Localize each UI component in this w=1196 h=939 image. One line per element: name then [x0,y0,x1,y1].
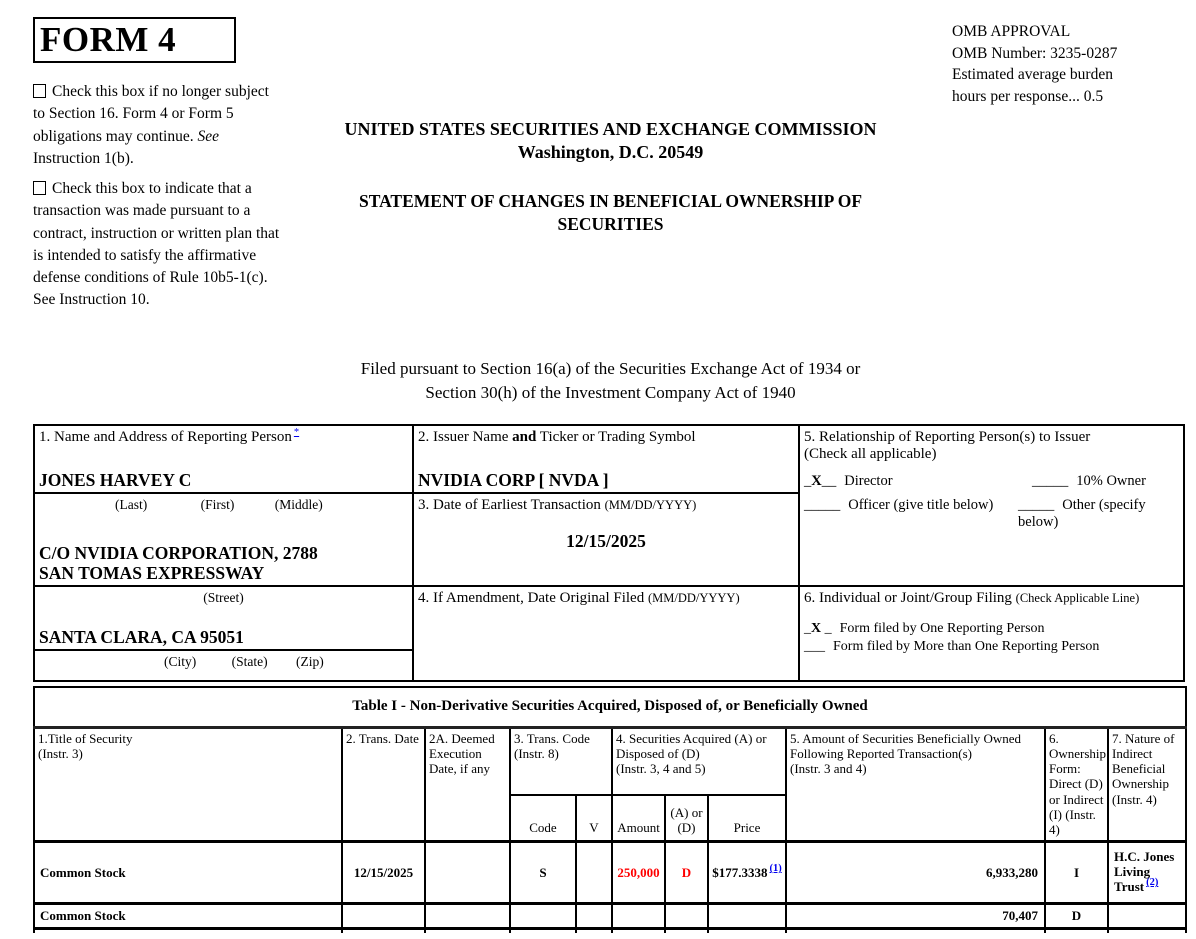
row2-shares-owned: 70,407 [786,903,1045,928]
relationship-row2 [804,497,1179,531]
filed-pursuant-line1: Filed pursuant to Section 16(a) of the Securities Exchange Act of 1934 or [360,359,861,378]
relationship-row1 [804,473,1179,490]
row2-code [510,903,576,928]
earliest-transaction-date: 12/15/2025 [566,531,646,551]
city-state-zip-labels [39,654,408,670]
row2-price [708,903,786,928]
filing-type-options [804,620,1179,655]
relationship-label-line2: (Check all applicable) [804,446,937,462]
earliest-transaction-box [414,494,798,587]
filing-one-person-mark: _X _ [804,621,832,636]
filing-type-label-small: (Check Applicable Line) [1015,591,1140,605]
director-checked-mark: _X__ [804,473,837,489]
relationship-label-line1: 5. Relationship of Reporting Person(s) to Issuer [804,429,1091,445]
filed-pursuant-line2: Section 30(h) of the Investment Company Act of 1940 [425,382,796,402]
table1-title: Table I - Non-Derivative Securities Acquired, Disposed of, or Beneficially Owned [34,687,1186,727]
header-title-of-security: 1.Title of Security (Instr. 3) [34,727,342,841]
ten-percent-owner-item[interactable] [1032,473,1146,490]
city-state-zip: SANTA CLARA, CA 95051 [39,626,244,647]
header-amount-owned: 5. Amount of Securities Beneficially Owned Following Reported Transaction(s) (Instr. 3 and 4) [786,727,1045,841]
header-trans-date: 2. Trans. Date [342,727,425,841]
row1-code: S [510,841,576,903]
row1-security-title: Common Stock [34,841,342,903]
issuer-name-ticker: NVIDIA CORP [ NVDA ] [418,469,609,490]
row2-deemed-date [425,903,510,928]
street-address [39,543,410,583]
filing-one-person-item[interactable] [804,620,1179,638]
omb-line-3: Estimated average burden [952,66,1113,83]
owner-label: 10% Owner [1076,473,1146,489]
amendment-label: 4. If Amendment, Date Original Filed [418,590,648,606]
row2-v [576,903,612,928]
label-middle: (Middle) [274,497,323,512]
footnote-2-link[interactable]: (2) [1146,877,1159,889]
issuer-column [414,426,800,680]
commission-heading [238,118,983,236]
rule10b5-text: Check this box to indicate that a transaction was made pursuant to a contract, instruction or written plan that is intended to satisfy the affirmative defense conditions of Rule 10b5-1(c). See Instruction 10. [33,180,280,309]
statement-title-line1: STATEMENT OF CHANGES IN BENEFICIAL OWNERSHIP OF [358,191,863,211]
table-row [34,841,1186,903]
header-securities-acquired-disposed: 4. Securities Acquired (A) or Disposed of (D) (Instr. 3, 4 and 5) [612,727,786,795]
subheader-amount: Amount [612,795,665,841]
officer-mark: _____ [804,497,841,513]
street-label-city-box [35,587,412,651]
row2-amount [612,903,665,928]
earliest-transaction-label: 3. Date of Earliest Transaction [418,497,605,513]
amendment-date-format: (MM/DD/YYYY) [647,591,740,605]
label-last: (Last) [115,497,148,512]
filing-type-label: 6. Individual or Joint/Group Filing [804,590,1016,606]
row1-nature-ownership: H.C. Jones Living Trust $^{(2)}$ [1108,841,1186,903]
issuer-label-post: Ticker or Trading Symbol [536,429,696,445]
row2-trans-date [342,903,425,928]
table1-non-derivative-securities [33,686,1187,933]
rule10b5-checkbox[interactable] [33,181,46,195]
reporting-person-label: 1. Name and Address of Reporting Person [39,429,292,445]
row2-security-title: Common Stock [34,903,342,928]
relationship-column [800,426,1183,680]
section16-text-after: Instruction 1(b). [33,149,134,167]
reporting-person-name: JONES HARVEY C [39,469,192,490]
filing-more-person-item[interactable] [804,638,1179,656]
row1-amount: 250,000 [612,841,665,903]
section16-checkbox[interactable] [33,84,46,98]
row1-acq-disp: D [665,841,708,903]
reporting-person-box [35,426,412,494]
earliest-transaction-date-format: (MM/DD/YYYY) [604,498,697,512]
omb-line-4: hours per response... 0.5 [952,87,1104,105]
officer-label: Officer (give title below) [848,497,994,513]
row1-price: $177.3338 $^{(1)}$ [708,841,786,903]
subheader-price: Price [708,795,786,841]
other-label: Other (specify below) [1018,497,1146,530]
row1-v [576,841,612,903]
statement-title-line2: SECURITIES [557,214,664,234]
subheader-v: V [576,795,612,841]
row1-shares-owned: 6,933,280 [786,841,1045,903]
name-labels-address-box [35,494,412,587]
header-ownership-form: 6. Ownership Form: Direct (D) or Indirect (I) (Instr. 4) [1045,727,1108,841]
issuer-label-pre: 2. Issuer Name [418,429,513,445]
other-item[interactable] [1018,497,1179,531]
relationship-box [800,426,1183,587]
label-first: (First) [200,497,235,512]
city-state-zip-labels-box [35,651,412,680]
row1-deemed-date [425,841,510,903]
director-label: Director [844,473,893,489]
subheader-a-or-d: (A) or (D) [665,795,708,841]
issuer-box [414,426,798,494]
filing-more-person-mark: ___ [804,638,825,654]
other-mark: _____ [1018,497,1055,513]
filing-more-person-label: Form filed by More than One Reporting Person [833,638,1100,654]
street-address-line1: C/O NVIDIA CORPORATION, 2788 [39,542,318,563]
form-title-box [33,17,236,63]
statement-title [238,190,983,236]
row1-ownership-form: I [1045,841,1108,903]
filing-one-person-label: Form filed by One Reporting Person [839,621,1045,636]
header-deemed-execution-date: 2A. Deemed Execution Date, if any [425,727,510,841]
reporting-info-table [33,424,1185,682]
subheader-code: Code [510,795,576,841]
omb-line-2: OMB Number: 3235-0287 [952,44,1118,62]
omb-line-1: OMB APPROVAL [952,23,1071,40]
table-row-partial [34,928,1186,933]
amendment-box [414,587,798,680]
label-street: (Street) [203,590,244,605]
row2-nature-ownership [1108,903,1186,928]
officer-item[interactable] [804,497,1018,531]
header-trans-code: 3. Trans. Code (Instr. 8) [510,727,612,795]
label-state: (State) [231,654,268,669]
footnote-1-link[interactable]: (1) [769,863,782,875]
label-zip: (Zip) [296,654,324,669]
filing-type-box [800,587,1183,680]
section16-text: Check this box if no longer subject to Section 16. Form 4 or Form 5 obligations may continue. [33,83,269,145]
street-address-line2: SAN TOMAS EXPRESSWAY [39,562,265,583]
commission-location: Washington, D.C. 20549 [517,141,704,162]
filed-pursuant-block [238,357,983,404]
name-part-labels [39,497,408,513]
owner-mark: _____ [1032,473,1069,489]
issuer-label-and: and [512,429,537,445]
table1-header-row [34,727,1186,795]
omb-approval-block [952,21,1196,107]
row2-ownership-form: D [1045,903,1108,928]
table1-title-row [34,687,1186,727]
table-row [34,903,1186,928]
row2-acq-disp [665,903,708,928]
commission-title: UNITED STATES SECURITIES AND EXCHANGE COMMISSION [344,119,877,139]
section16-see-word: See [197,127,219,145]
row1-trans-date: 12/15/2025 [342,841,425,903]
director-item[interactable] [804,473,1032,490]
reporting-person-footnote-link[interactable]: * [293,427,300,438]
reporting-person-column [35,426,414,680]
form-title: FORM 4 [40,20,177,59]
label-city: (City) [164,654,197,669]
header-nature-indirect: 7. Nature of Indirect Beneficial Ownership (Instr. 4) [1108,727,1186,841]
